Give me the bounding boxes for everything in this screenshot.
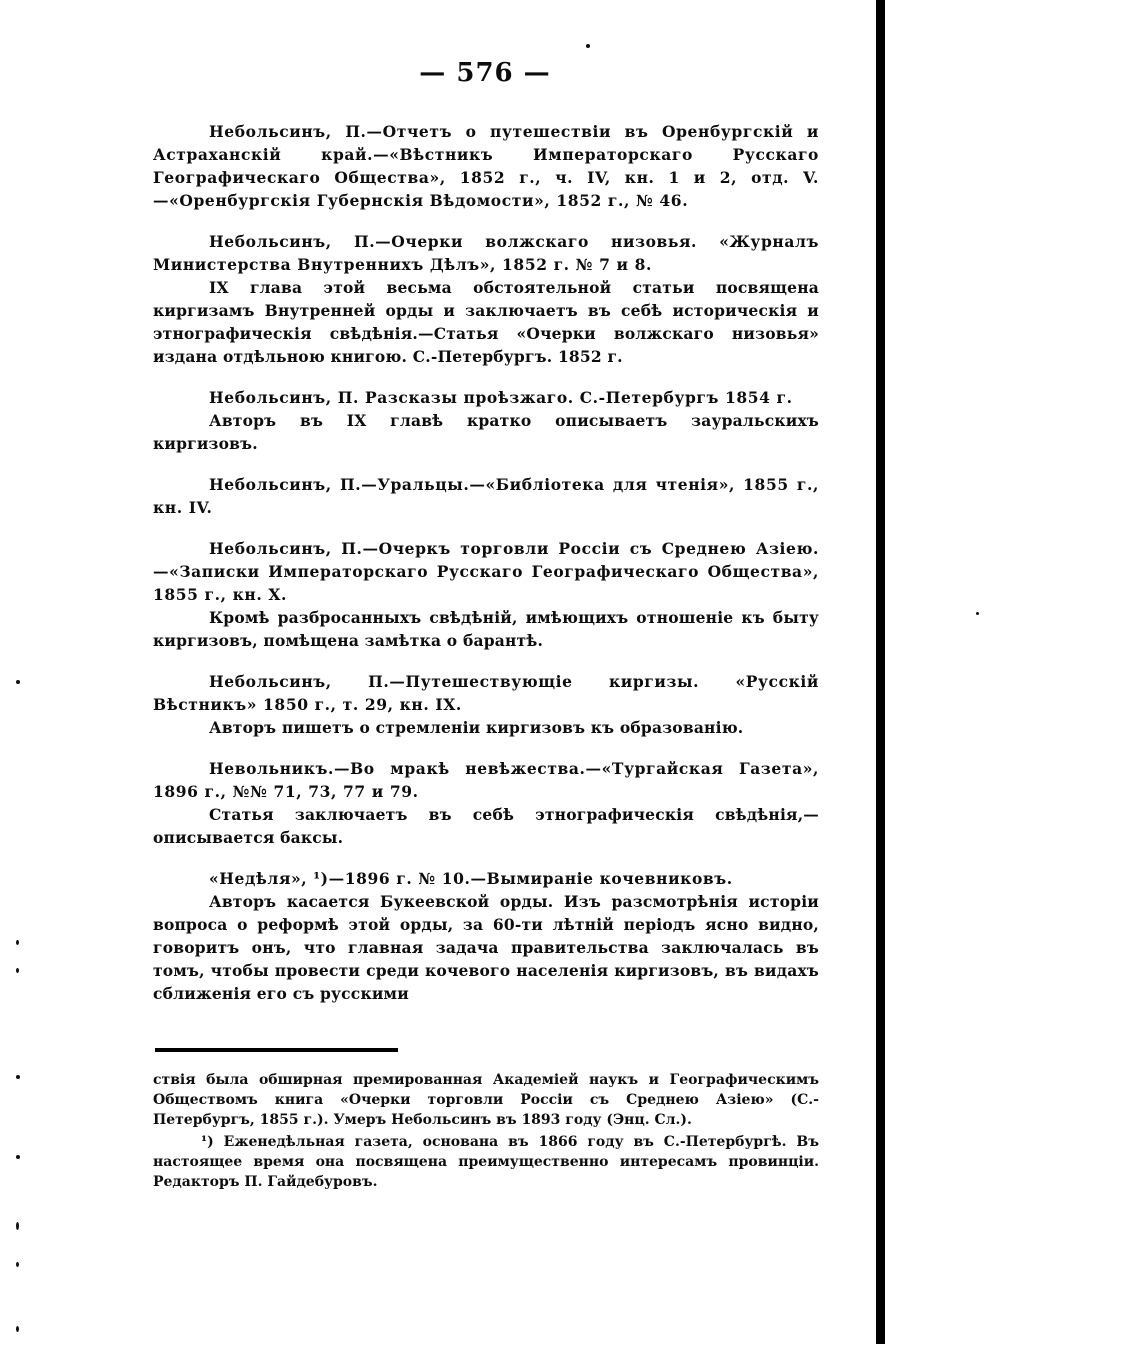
entry-citation: Небольсинъ, П.—Очеркъ торговли Россіи съ Среднею Азіею.—«Записки Императорскаго Русскаго Географическаго Общества», 1855 г., кн. X. (153, 539, 819, 604)
footnote-1: ¹) Еженедѣльная газета, основана въ 1866 году въ С.-Петербургѣ. Въ настоящее время она посвящена преимущественно интересамъ провинціи. Редакторъ П. Гайдебуровъ. (153, 1134, 819, 1190)
scan-speck (16, 1222, 19, 1230)
page-number: — 576 — (419, 58, 551, 88)
scan-speck (16, 1075, 20, 1079)
footnotes (153, 1070, 819, 1192)
entry-annotation: Авторъ касается Букеевской орды. Изъ разсмотрѣнія исторіи вопроса о реформѣ этой орды, за 60-ти лѣтній періодъ ясно видно, говоритъ онъ, что главная задача правительства заключалась въ томъ, чтобы провести среди кочевого населенія киргизовъ, въ видахъ сближенія его съ русскими (153, 892, 819, 1003)
entry-annotation: IX глава этой весьма обстоятельной статьи посвящена киргизамъ Внутренней орды и заключаетъ въ себѣ историческія и этнографическія свѣдѣнія.—Статья «Очерки волжскаго низовья» издана отдѣльною книгою. С.-Петербургъ. 1852 г. (153, 278, 819, 366)
scan-speck (16, 680, 20, 684)
bibliography-entry (153, 537, 819, 652)
scan-speck (16, 1262, 19, 1267)
scan-speck (16, 1326, 19, 1332)
scan-speck (16, 968, 19, 973)
scan-speck (16, 940, 19, 945)
page-edge-rule (876, 0, 885, 1344)
scan-speck (586, 44, 590, 48)
entry-citation: Невольникъ.—Во мракѣ невѣжества.—«Тургайская Газета», 1896 г., №№ 71, 73, 77 и 79. (153, 759, 819, 801)
bibliography-entry (153, 867, 819, 1005)
bibliography-entries (153, 120, 819, 1023)
entry-citation: Небольсинъ, П.—Очерки волжскаго низовья. «Журналъ Министерства Внутреннихъ Дѣлъ», 1852 г. № 7 и 8. (153, 232, 819, 274)
bibliography-entry (153, 386, 819, 455)
scan-speck (976, 612, 979, 615)
footnote-divider (155, 1048, 398, 1052)
scan-speck (16, 1155, 20, 1159)
bibliography-entry (153, 120, 819, 212)
entry-annotation: Авторъ въ IX главѣ кратко описываетъ зауральскихъ киргизовъ. (153, 411, 819, 453)
entry-citation: Небольсинъ, П.—Отчетъ о путешествіи въ Оренбургскій и Астраханскій край.—«Вѣстникъ Императорскаго Русскаго Географическаго Общества», 1852 г., ч. IV, кн. 1 и 2, отд. V.—«Оренбургскія Губернскія Вѣдомости», 1852 г., № 46. (153, 122, 819, 210)
entry-annotation: Статья заключаетъ въ себѣ этнографическія свѣдѣнія,—описывается баксы. (153, 805, 819, 847)
entry-citation: Небольсинъ, П.—Уральцы.—«Библіотека для чтенія», 1855 г., кн. IV. (153, 475, 819, 517)
entry-citation: Небольсинъ, П. Разсказы проѣзжаго. С.-Петербургъ 1854 г. (209, 388, 793, 407)
entry-citation: «Недѣля», ¹)—1896 г. № 10.—Вымираніе кочевниковъ. (209, 869, 733, 888)
bibliography-entry (153, 230, 819, 368)
entry-annotation: Авторъ пишетъ о стремленіи киргизовъ къ образованію. (209, 718, 744, 737)
bibliography-entry (153, 473, 819, 519)
entry-annotation: Кромѣ разбросанныхъ свѣдѣній, имѣющихъ отношеніе къ быту киргизовъ, помѣщена замѣтка о барантѣ. (153, 608, 819, 650)
entry-citation: Небольсинъ, П.—Путешествующіе киргизы. «Русскій Вѣстникъ» 1850 г., т. 29, кн. IX. (153, 672, 819, 714)
bibliography-entry (153, 670, 819, 739)
bibliography-entry (153, 757, 819, 849)
footnote-continuation: ствія была обширная премированная Академіей наукъ и Географическимъ Обществомъ книга «Очерки торговли Россіи съ Среднею Азіею» (С.-Петербургъ, 1855 г.). Умеръ Небольсинъ въ 1893 году (Энц. Сл.). (153, 1072, 819, 1128)
